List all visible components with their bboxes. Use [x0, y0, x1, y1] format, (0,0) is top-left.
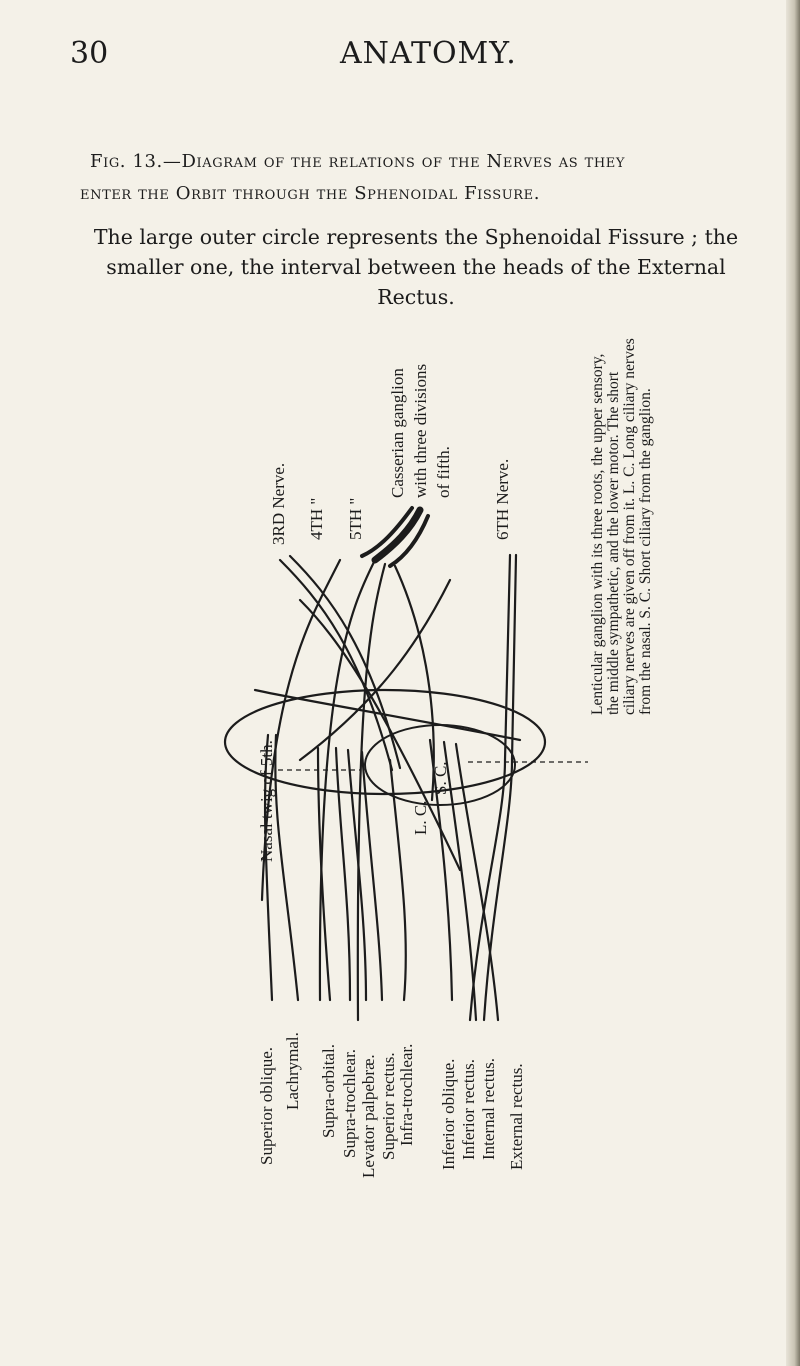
figure-caption-line-1: Fig. 13.—Diagram of the relations of the Nerves as they [90, 151, 626, 172]
fifth-nerve-div-2 [358, 564, 385, 1020]
label-superior-oblique: Superior oblique. [257, 1046, 276, 1165]
lenticular-ganglion-note [590, 338, 654, 715]
label-infra-trochlear: Infra-trochlear. [397, 1043, 416, 1146]
label-lachrymal: Lachrymal. [283, 1032, 302, 1110]
label-supra-trochlear: Supra-trochlear. [340, 1048, 359, 1158]
label-long-ciliary: L. C. [411, 800, 430, 835]
note-line-1: Lenticular ganglion with its three roots, the upper sensory, [589, 353, 606, 715]
label-casserian-line-3: of fifth. [434, 446, 453, 498]
note-line-3: ciliary nerves are given off from it. L. C. Long ciliary nerves [621, 338, 638, 715]
label-superior-rectus: Superior rectus. [379, 1052, 398, 1160]
label-sixth-nerve: 6TH Nerve. [493, 458, 512, 540]
running-title: ANATOMY. [340, 36, 517, 71]
label-inferior-rectus: Inferior rectus. [459, 1058, 478, 1160]
label-levator-palpebrae: Levator palpebræ. [359, 1054, 378, 1178]
label-casserian-line-1: Casserian ganglion [388, 368, 407, 498]
label-third-nerve: 3RD Nerve. [269, 462, 288, 545]
fifth-nerve-div-3 [395, 566, 434, 800]
label-fifth-nerve: 5TH " [346, 497, 365, 540]
casserian-ganglion [375, 510, 420, 560]
page-number: 30 [70, 36, 109, 71]
label-fourth-nerve: 4TH " [307, 497, 326, 540]
label-internal-rectus: Internal rectus. [479, 1058, 498, 1160]
label-supra-orbital: Supra-orbital. [319, 1044, 338, 1138]
label-short-ciliary: S. C. [431, 761, 450, 795]
label-casserian-line-2: with three divisions [411, 363, 430, 498]
note-line-4: from the nasal. S. C. Short ciliary from the ganglion. [637, 388, 654, 715]
figure-description: The large outer circle represents the Sphenoidal Fissure ; the smaller one, the interval between the heads of the External Rectus. [93, 225, 739, 309]
label-nasal-twig: Nasal twig of 5th. [257, 740, 276, 862]
label-inferior-oblique: Inferior oblique. [439, 1058, 458, 1170]
third-nerve-trunk [280, 560, 392, 770]
note-line-2: the middle sympathetic, and the lower motor. The short [605, 371, 622, 715]
figure-caption-line-2: enter the Orbit through the Sphenoidal Fissure. [80, 183, 541, 204]
label-external-rectus: External rectus. [507, 1063, 526, 1170]
